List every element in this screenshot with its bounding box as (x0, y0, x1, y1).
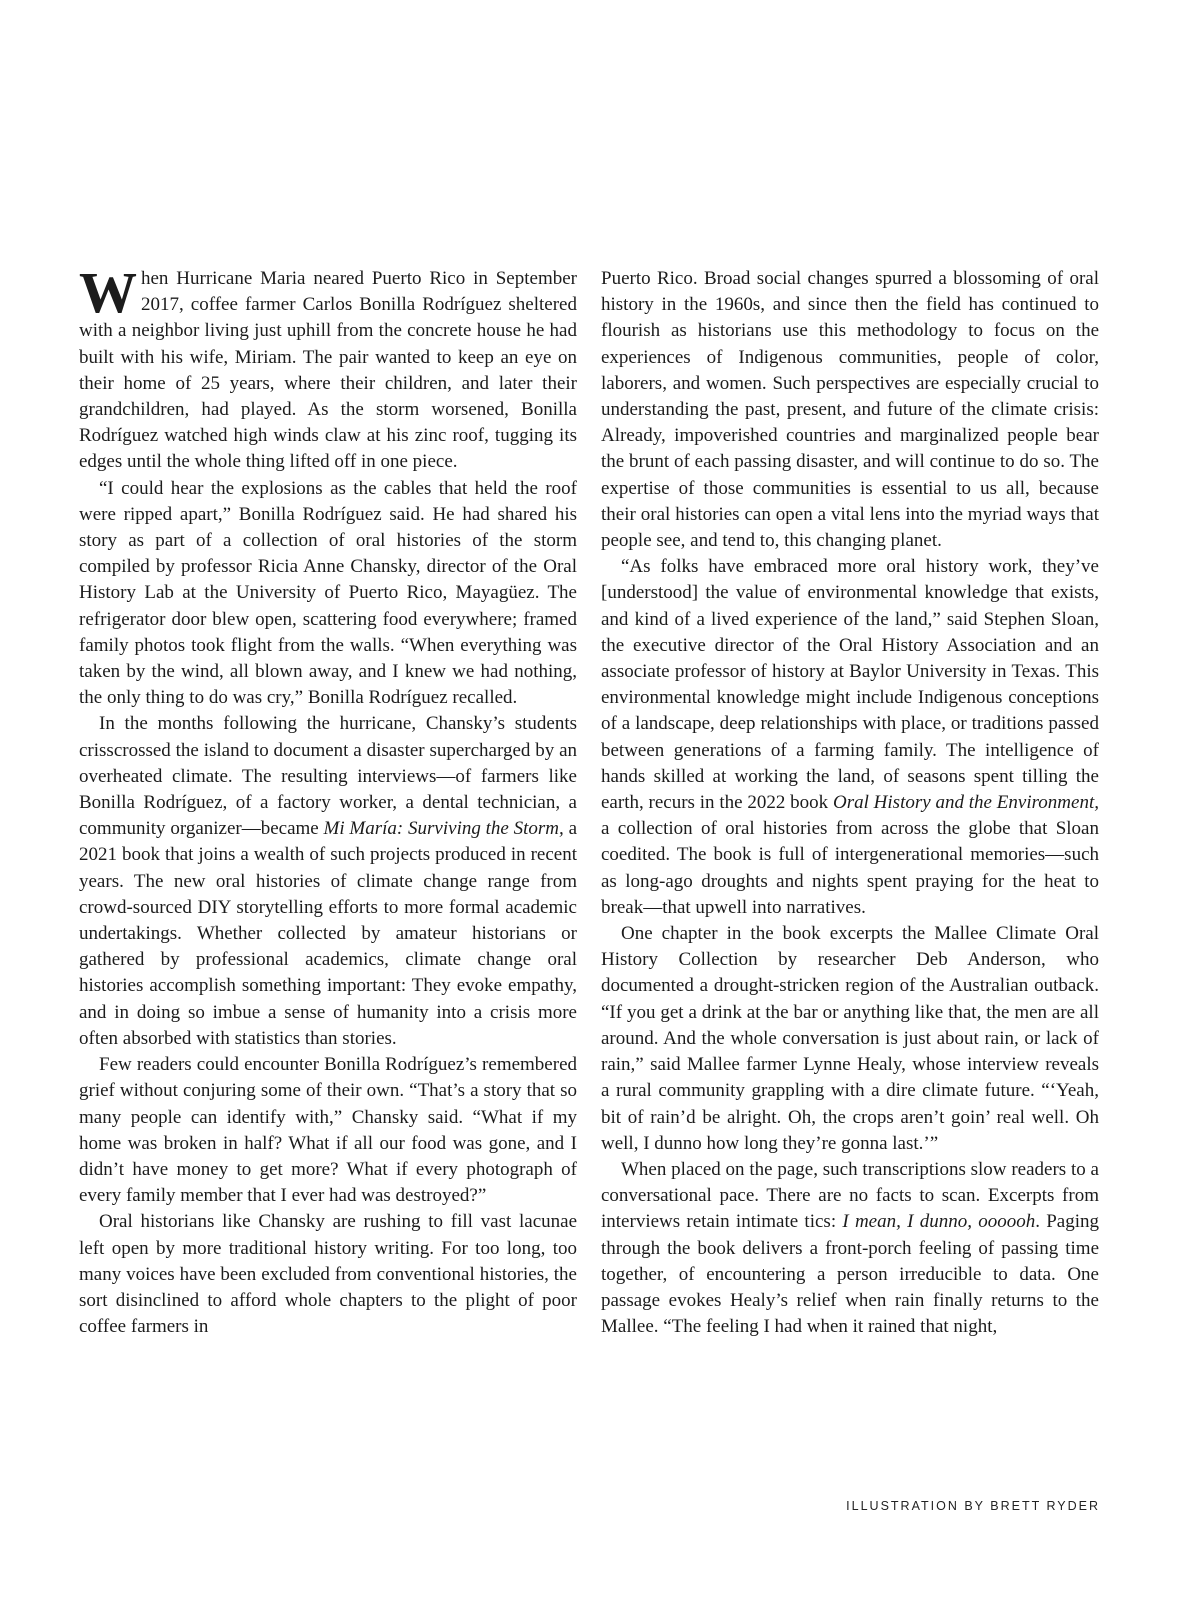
paragraph-3 (79, 711, 577, 1052)
paragraph-4: Few readers could encounter Bonilla Rodríguez’s remembered grief without conjuring some of their own. “That’s a story that so many people can identify with,” Chansky said. “What if my home was broken in half? What if all our food was gone, and I didn’t have money to get more? What if every photograph of every family member that I ever had was destroyed?” (79, 1054, 577, 1207)
illustration-credit: ILLUSTRATION BY BRETT RYDER (846, 1499, 1100, 1513)
paragraph-3-text-a: In the months following the hurricane, Chansky’s students crisscrossed the island to document a disaster supercharged by an overheated climate. The resulting interviews—of farmers like Bonilla Rodríguez, of a factory worker, a dental technician, a community organizer—became (79, 713, 577, 840)
paragraph-7 (601, 554, 1099, 921)
paragraph-7-text-b: a collection of oral histories from across the globe that Sloan coedited. The book is full of intergenerational memories—such as long-ago droughts and nights spent praying for the heat to break—that upwell into narratives. (601, 818, 1099, 918)
paragraph-7-text-a: “As folks have embraced more oral history work, they’ve [understood] the value of environmental knowledge that exists, and kind of a lived experience of the land,” said Stephen Sloan, the executive director of the Oral History Association and an associate professor of history at Baylor University in Texas. This environmental knowledge might include Indigenous conceptions of a landscape, deep relationships with place, or traditions passed between generations of a farming family. The intelligence of hands skilled at working the land, of seasons spent tilling the earth, recurs in the 2022 book (601, 556, 1099, 814)
interview-tics: I mean, I dunno, oooooh (842, 1211, 1036, 1233)
paragraph-9-text-b: . Paging through the book delivers a front-porch feeling of passing time together, of encountering a person irreducible to data. One passage evokes Healy’s relief when rain finally returns to the Mallee. “The feeling I had when it rained that night, (601, 1211, 1099, 1338)
paragraph-6: Puerto Rico. Broad social changes spurred a blossoming of oral history in the 1960s, and since then the field has continued to flourish as historians use this methodology to focus on the experiences of Indigenous communities, people of color, laborers, and women. Such perspectives are especially crucial to understanding the past, present, and future of the climate crisis: Already, impoverished countries and marginalized people bear the brunt of each passing disaster, and will continue to do so. The expertise of those communities is essential to us all, because their oral histories can open a vital lens into the myriad ways that people see, and tend to, this changing planet. (601, 268, 1099, 552)
paragraph-5: Oral historians like Chansky are rushing to fill vast lacunae left open by more traditional history writing. For too long, too many voices have been excluded from conventional histories, the sort disinclined to afford whole chapters to the plight of poor coffee farmers in (79, 1211, 577, 1338)
paragraph-8: One chapter in the book excerpts the Mallee Climate Oral History Collection by researcher Deb Anderson, who documented a drought-stricken region of the Australian outback. “If you get a drink at the bar or anything like that, the men are all around. And the whole conversation is just about rain, or lack of rain,” said Mallee farmer Lynne Healy, whose interview reveals a rural community grappling with a dire climate future. “‘Yeah, bit of rain’d be alright. Oh, the crops aren’t goin’ real well. Oh well, I dunno how long they’re gonna last.’” (601, 923, 1099, 1154)
right-column (601, 266, 1099, 1340)
left-column (79, 260, 578, 1340)
paragraph-9 (601, 1157, 1099, 1340)
paragraph-3-text-b: a 2021 book that joins a wealth of such projects produced in recent years. The new oral histories of climate change range from crowd-sourced DIY storytelling efforts to more formal academic undertakings. Whether collected by amateur historians or gathered by professional academics, climate change oral histories accomplish something important: They evoke empathy, and in doing so imbue a sense of humanity into a crisis more often absorbed with statistics than stories. (79, 818, 578, 1049)
paragraph-2: “I could hear the explosions as the cables that held the roof were ripped apart,” Bonilla Rodríguez said. He had shared his story as part of a collection of oral histories of the storm compiled by professor Ricia Anne Chansky, director of the Oral History Lab at the University of Puerto Rico, Mayagüez. The refrigerator door blew open, scattering food everywhere; framed family photos took flight from the walls. “When everything was taken by the wind, all blown away, and I knew we had nothing, the only thing to do was cry,” Bonilla Rodríguez recalled. (79, 477, 577, 709)
book-title-mi-maria: Mi María: Surviving the Storm, (323, 818, 564, 840)
book-title-oral-history-environment: Oral History and the Environment, (832, 792, 1099, 814)
paragraph-1-text: hen Hurricane Maria neared Puerto Rico in September 2017, coffee farmer Carlos Bonilla Rodríguez sheltered with a neighbor living just uphill from the concrete house he had built with his wife, Miriam. The pair wanted to keep an eye on their home of 25 years, where their children, and later their grandchildren, had played. As the storm worsened, Bonilla Rodríguez watched high winds claw at his zinc roof, tugging its edges until the whole thing lifted off in one piece. (79, 268, 577, 473)
paragraph-9-text-a: When placed on the page, such transcriptions slow readers to a conversational pace. There are no facts to scan. Excerpts from interviews retain intimate tics: (601, 1158, 1099, 1233)
paragraph-1 (79, 260, 577, 476)
drop-cap: W (79, 260, 137, 325)
